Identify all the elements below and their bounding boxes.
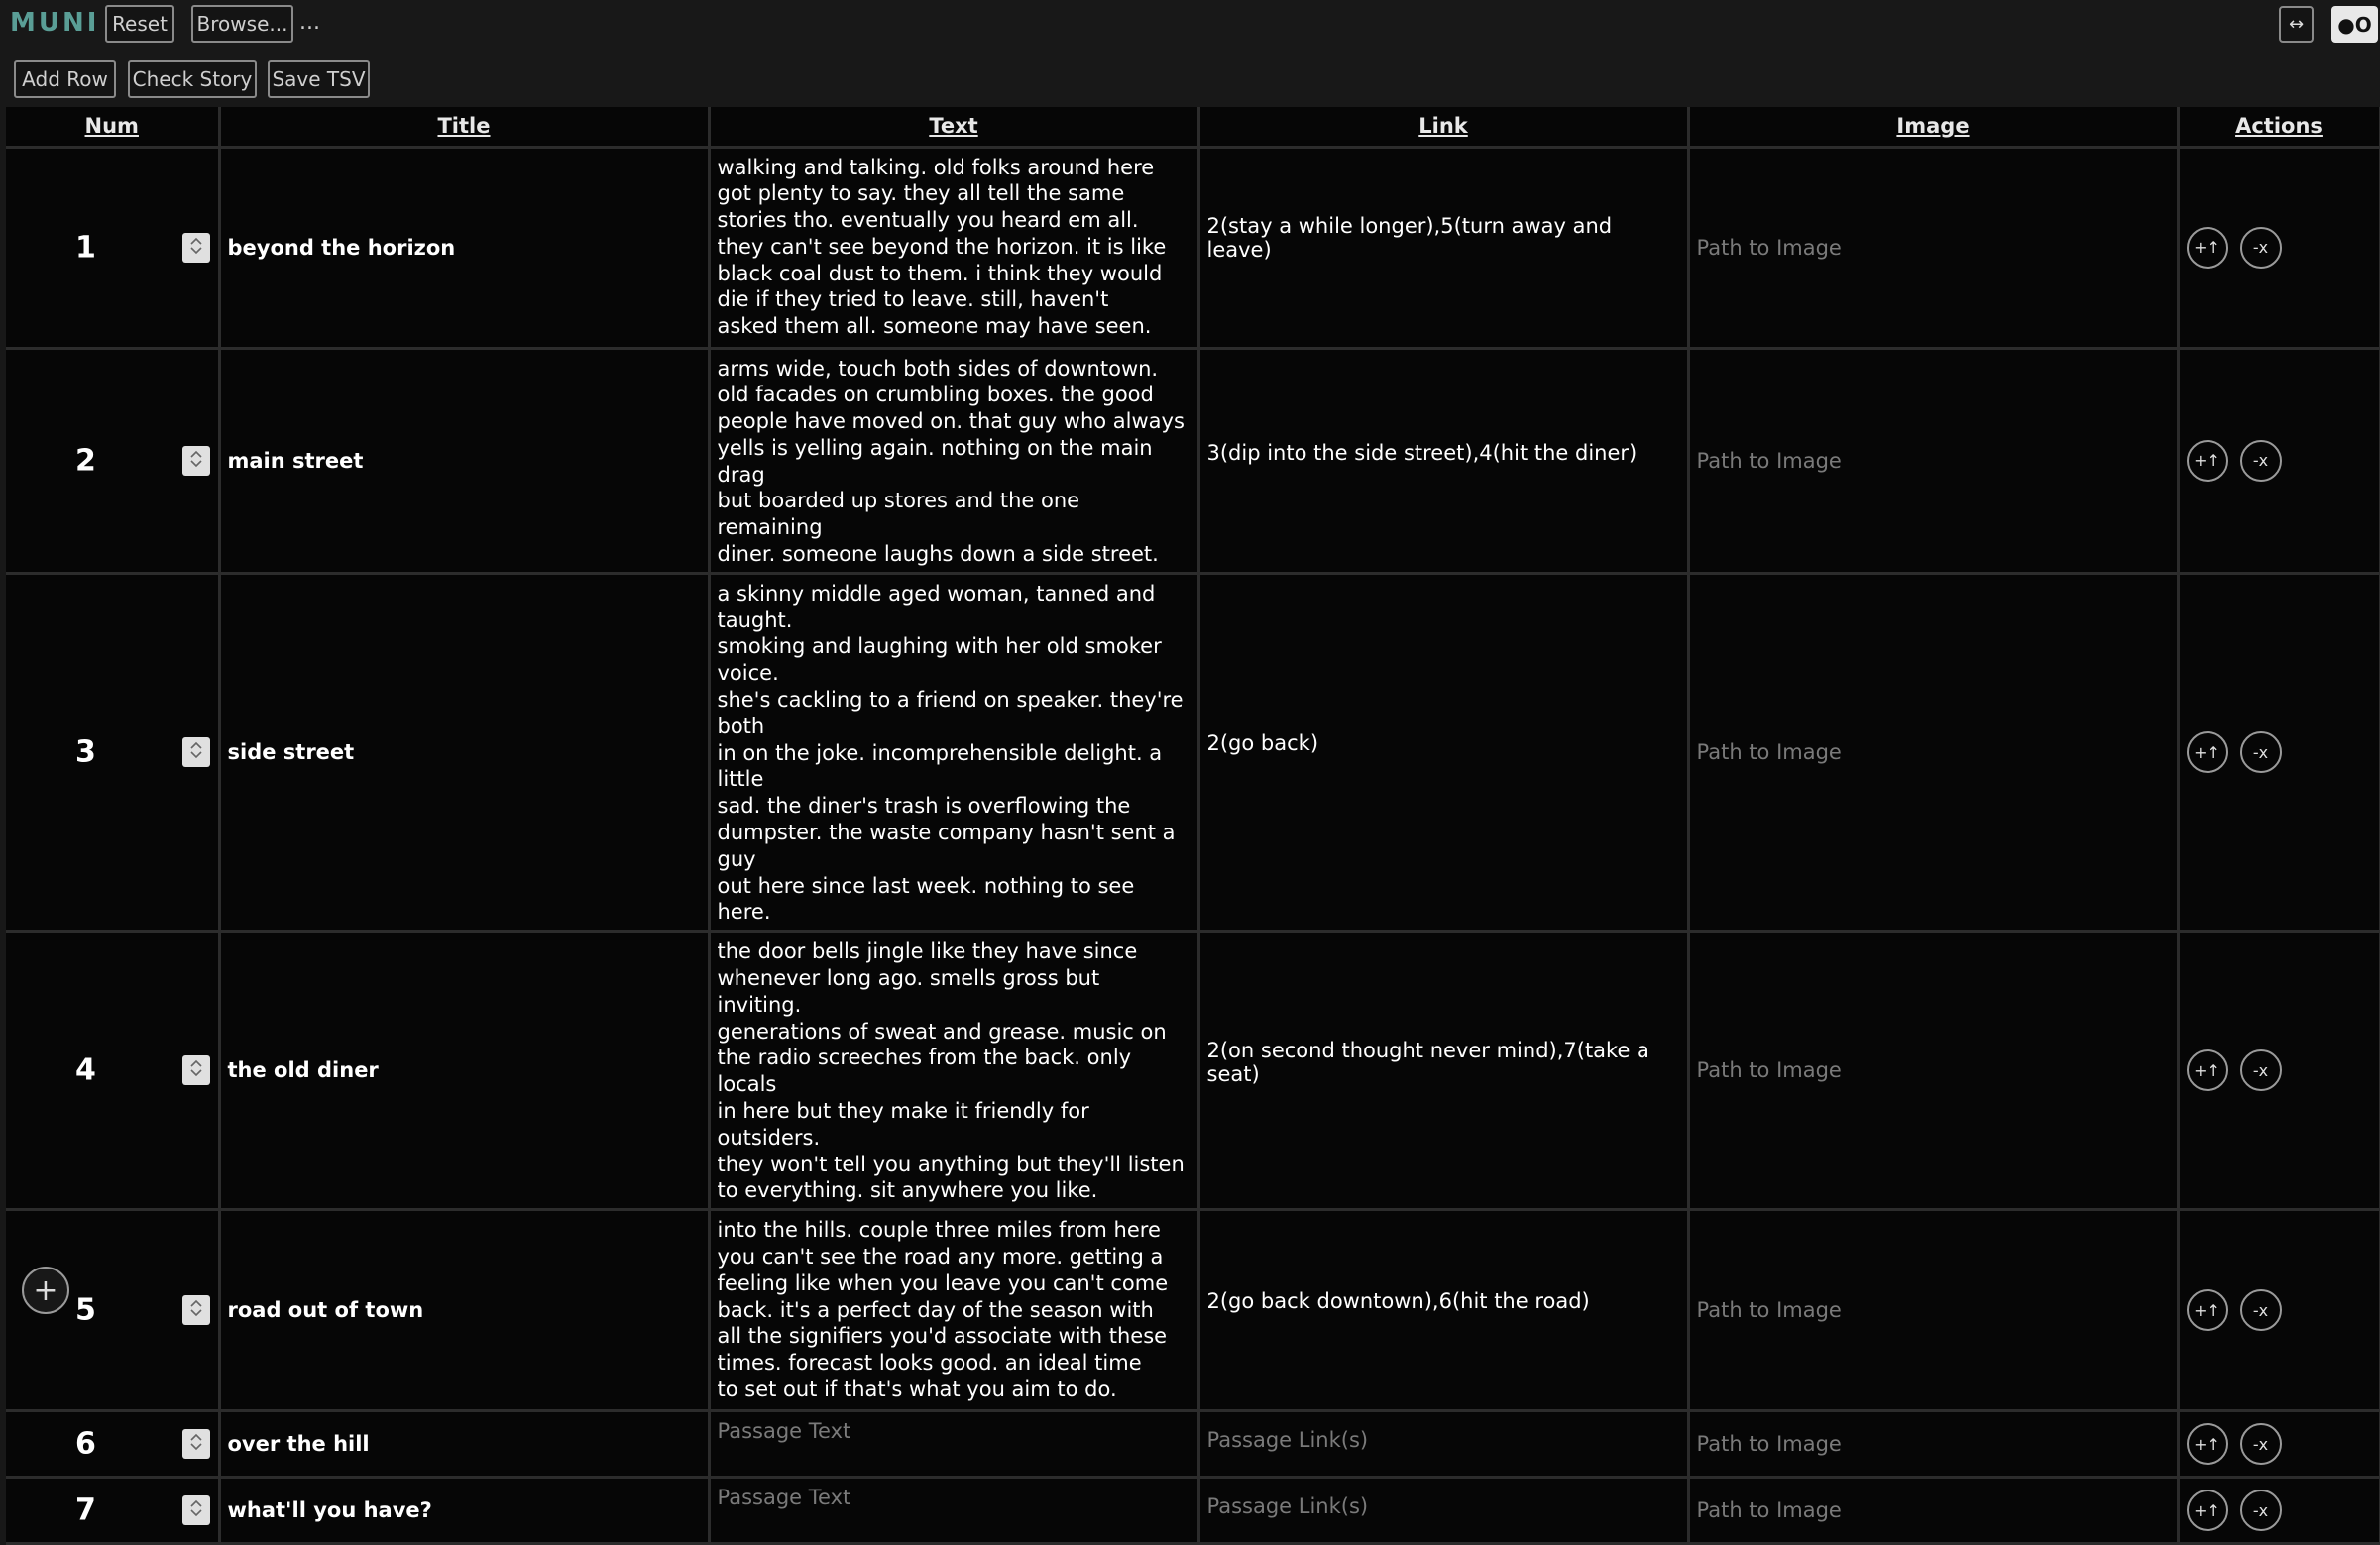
image-path-placeholder: Path to Image xyxy=(1696,1432,1842,1457)
title-field[interactable]: road out of town xyxy=(219,1210,709,1411)
insert-above-icon: +↑ xyxy=(2194,1300,2220,1320)
row-number: 2 xyxy=(75,443,96,479)
stepper-chevrons-icon xyxy=(189,740,203,764)
check-story-button[interactable]: Check Story xyxy=(128,60,257,98)
passage-link-field[interactable] xyxy=(1198,1478,1688,1544)
delete-row-button[interactable] xyxy=(2240,731,2282,773)
insert-row-above-button[interactable] xyxy=(2187,1049,2228,1091)
header-actions[interactable]: Actions xyxy=(2178,107,2380,147)
table-row xyxy=(6,573,2380,931)
title-field[interactable]: the old diner xyxy=(219,932,709,1210)
table-row xyxy=(6,147,2380,348)
number-stepper[interactable] xyxy=(182,233,210,263)
passage-link-field[interactable] xyxy=(1198,348,1688,573)
passage-link-value: 2(stay a while longer),5(turn away and leave) xyxy=(1206,213,1613,262)
passage-text-field[interactable] xyxy=(709,1478,1198,1544)
num-cell xyxy=(6,932,219,1210)
insert-above-icon: +↑ xyxy=(2194,451,2220,471)
stepper-chevrons-icon xyxy=(189,1498,203,1522)
header-text[interactable]: Text xyxy=(709,107,1198,147)
number-stepper[interactable] xyxy=(182,446,210,476)
title-field[interactable]: what'll you have? xyxy=(219,1478,709,1544)
insert-row-above-button[interactable] xyxy=(2187,1490,2228,1531)
toggle-icon: ●O xyxy=(2337,12,2372,37)
theme-toggle-button[interactable] xyxy=(2331,6,2378,43)
file-name: ... xyxy=(299,10,320,35)
insert-above-icon: +↑ xyxy=(2194,1434,2220,1454)
delete-row-button[interactable] xyxy=(2240,1289,2282,1331)
num-cell xyxy=(6,147,219,348)
passage-text-field[interactable] xyxy=(709,932,1198,1210)
num-cell xyxy=(6,1478,219,1544)
delete-icon: -x xyxy=(2252,451,2269,471)
top-bar xyxy=(0,0,2380,50)
delete-icon: -x xyxy=(2252,1300,2269,1320)
stepper-chevrons-icon xyxy=(189,1058,203,1082)
header-link[interactable]: Link xyxy=(1198,107,1688,147)
stepper-chevrons-icon xyxy=(189,1298,203,1322)
passage-link-value: 2(go back downtown),6(hit the road) xyxy=(1206,1289,1590,1314)
reset-button[interactable]: Reset xyxy=(105,5,174,43)
insert-row-above-button[interactable] xyxy=(2187,1289,2228,1331)
num-cell xyxy=(6,348,219,573)
delete-row-button[interactable] xyxy=(2240,1049,2282,1091)
passage-table xyxy=(6,107,2380,1528)
image-path-placeholder: Path to Image xyxy=(1696,740,1842,765)
insert-row-above-button[interactable] xyxy=(2187,731,2228,773)
number-stepper[interactable] xyxy=(182,1429,210,1459)
table-row xyxy=(6,932,2380,1210)
expand-horizontal-icon: ↔ xyxy=(2288,14,2305,35)
passage-text-placeholder: Passage Text xyxy=(717,1486,851,1510)
table-header-row xyxy=(6,107,2380,147)
passage-link-placeholder: Passage Link(s) xyxy=(1206,1428,1369,1453)
table-row xyxy=(6,1478,2380,1544)
expand-width-button[interactable] xyxy=(2279,6,2314,43)
delete-row-button[interactable] xyxy=(2240,1423,2282,1465)
passage-text-field[interactable] xyxy=(709,573,1198,931)
delete-row-button[interactable] xyxy=(2240,440,2282,482)
header-num[interactable]: Num xyxy=(6,107,219,147)
passage-text-value: into the hills. couple three miles from here you can't see the road any more. getting a feeling like when you leave you can't come back. it's a perfect day of the season with all the signifiers you'd associate with these times. forecast looks good. an ideal time to set out if that's what you aim to do. xyxy=(717,1218,1169,1401)
title-field[interactable]: side street xyxy=(219,573,709,931)
passage-link-value: 2(on second thought never mind),7(take a seat) xyxy=(1206,1039,1649,1087)
insert-row-above-button[interactable] xyxy=(2187,440,2228,482)
row-number: 7 xyxy=(75,1492,96,1528)
row-number: 6 xyxy=(75,1426,96,1462)
actions-cell xyxy=(2178,573,2380,931)
delete-icon: -x xyxy=(2252,1060,2269,1080)
row-number: 3 xyxy=(75,734,96,770)
passage-text-field[interactable] xyxy=(709,1210,1198,1411)
image-path-placeholder: Path to Image xyxy=(1696,1298,1842,1323)
num-cell xyxy=(6,573,219,931)
title-field[interactable]: beyond the horizon xyxy=(219,147,709,348)
table-row xyxy=(6,348,2380,573)
image-path-placeholder: Path to Image xyxy=(1696,1058,1842,1083)
number-stepper[interactable] xyxy=(182,1055,210,1085)
passage-text-value: the door bells jingle like they have since whenever long ago. smells gross but inviting. generations of sweat and grease. music on the radio screeches from the back. only locals in here but they make it friendly for outsiders. they won't tell you anything but they'll listen to everything. sit anywhere you like. xyxy=(717,939,1185,1203)
stepper-chevrons-icon xyxy=(189,1432,203,1456)
passage-text-field[interactable] xyxy=(709,147,1198,348)
actions-cell xyxy=(2178,147,2380,348)
passage-text-field[interactable] xyxy=(709,348,1198,573)
image-path-field[interactable] xyxy=(1688,1210,2178,1411)
title-field[interactable]: over the hill xyxy=(219,1411,709,1478)
delete-icon: -x xyxy=(2252,742,2269,762)
passage-text-value: a skinny middle aged woman, tanned and taught. smoking and laughing with her old smoker voice. she's cackling to a friend on speaker. they're both in on the joke. incomprehensible delight. a little sad. the diner's trash is overflowing the dumpster. the waste company hasn't sent a guy out here since last week. nothing to see here. xyxy=(717,581,1184,925)
actions-cell xyxy=(2178,932,2380,1210)
passage-link-value: 3(dip into the side street),4(hit the diner) xyxy=(1206,440,1638,465)
insert-above-icon: +↑ xyxy=(2194,742,2220,762)
passage-link-field[interactable] xyxy=(1198,932,1688,1210)
passage-link-field[interactable] xyxy=(1198,147,1688,348)
passage-text-value: arms wide, touch both sides of downtown. old facades on crumbling boxes. the good people have moved on. that guy who always yells is yelling again. nothing on the main drag but boarded up stores and the one remaining diner. someone laughs down a side street. xyxy=(717,356,1185,567)
passage-link-field[interactable] xyxy=(1198,1210,1688,1411)
passage-text-field[interactable] xyxy=(709,1411,1198,1478)
image-path-field[interactable] xyxy=(1688,932,2178,1210)
passage-link-field[interactable] xyxy=(1198,1411,1688,1478)
number-stepper[interactable] xyxy=(182,1495,210,1525)
title-field[interactable]: main street xyxy=(219,348,709,573)
add-row-circle-button[interactable] xyxy=(22,1267,69,1314)
row-number: 1 xyxy=(75,230,96,265)
actions-cell xyxy=(2178,1210,2380,1411)
image-path-placeholder: Path to Image xyxy=(1696,235,1842,260)
image-path-field[interactable] xyxy=(1688,147,2178,348)
image-path-field[interactable] xyxy=(1688,348,2178,573)
passage-text-value: walking and talking. old folks around here got plenty to say. they all tell the same stories tho. eventually you heard em all. they can't see beyond the horizon. it is like black coal dust to them. i think they would die if they tried to leave. still, haven't asked them all. someone may have seen. xyxy=(717,155,1167,339)
table-row xyxy=(6,1411,2380,1478)
actions-cell xyxy=(2178,348,2380,573)
delete-row-button[interactable] xyxy=(2240,227,2282,269)
insert-above-icon: +↑ xyxy=(2194,1060,2220,1080)
header-title[interactable]: Title xyxy=(219,107,709,147)
image-path-field[interactable] xyxy=(1688,573,2178,931)
number-stepper[interactable] xyxy=(182,737,210,767)
add-row-button[interactable]: Add Row xyxy=(14,60,116,98)
insert-row-above-button[interactable] xyxy=(2187,227,2228,269)
row-number: 4 xyxy=(75,1052,96,1088)
delete-icon: -x xyxy=(2252,1500,2269,1520)
image-path-placeholder: Path to Image xyxy=(1696,448,1842,473)
save-tsv-button[interactable]: Save TSV xyxy=(268,60,370,98)
passage-link-value: 2(go back) xyxy=(1206,731,1319,756)
number-stepper[interactable] xyxy=(182,1295,210,1325)
delete-icon: -x xyxy=(2252,238,2269,257)
passage-text-placeholder: Passage Text xyxy=(717,1419,851,1444)
image-path-placeholder: Path to Image xyxy=(1696,1498,1842,1523)
stepper-chevrons-icon xyxy=(189,449,203,473)
passage-link-placeholder: Passage Link(s) xyxy=(1206,1494,1369,1519)
header-image[interactable]: Image xyxy=(1688,107,2178,147)
passage-link-field[interactable] xyxy=(1198,573,1688,931)
image-path-field[interactable] xyxy=(1688,1411,2178,1478)
table-row xyxy=(6,1210,2380,1411)
actions-cell xyxy=(2178,1411,2380,1478)
insert-above-icon: +↑ xyxy=(2194,238,2220,257)
insert-row-above-button[interactable] xyxy=(2187,1423,2228,1465)
insert-above-icon: +↑ xyxy=(2194,1500,2220,1520)
delete-icon: -x xyxy=(2252,1434,2269,1454)
num-cell xyxy=(6,1411,219,1478)
app-logo: MUNI xyxy=(10,8,100,38)
actions-cell xyxy=(2178,1478,2380,1544)
stepper-chevrons-icon xyxy=(189,236,203,260)
image-path-field[interactable] xyxy=(1688,1478,2178,1544)
row-number: 5 xyxy=(75,1292,96,1328)
browse-button[interactable]: Browse... xyxy=(191,5,293,43)
delete-row-button[interactable] xyxy=(2240,1490,2282,1531)
plus-icon: + xyxy=(33,1272,58,1308)
